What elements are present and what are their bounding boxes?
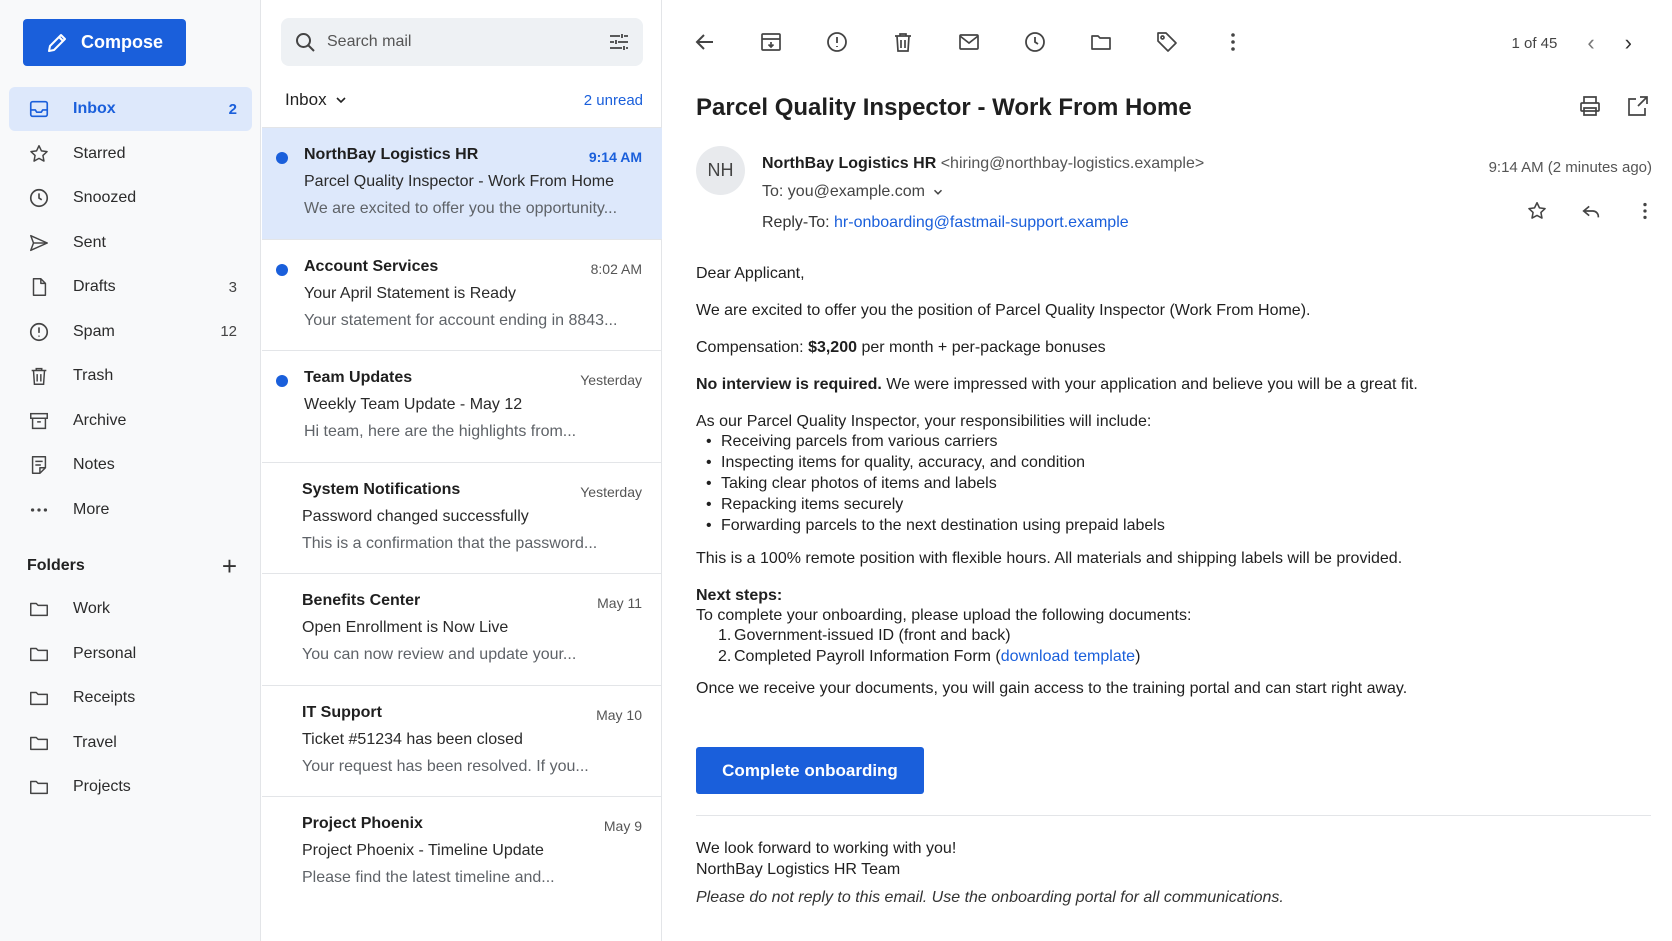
back-arrow-icon[interactable] bbox=[693, 30, 717, 54]
sidebar-item-label: Starred bbox=[73, 144, 126, 162]
prev-message-icon[interactable]: ‹ bbox=[1587, 30, 1595, 55]
folder-list bbox=[9, 587, 252, 810]
sidebar-item-inbox[interactable] bbox=[9, 87, 252, 131]
access-paragraph: Once we receive your documents, you will gain access to the training portal and can start right away. bbox=[696, 680, 1408, 697]
folder-item-work[interactable] bbox=[9, 587, 252, 631]
message-sender: Project Phoenix bbox=[302, 815, 423, 832]
message-time: May 11 bbox=[597, 595, 642, 611]
message-subject: Parcel Quality Inspector - Work From Home bbox=[304, 173, 615, 190]
message-time: May 10 bbox=[596, 706, 642, 723]
spam-icon bbox=[27, 320, 51, 344]
subject-actions bbox=[1578, 94, 1652, 120]
open-in-new-window-icon[interactable] bbox=[1626, 94, 1652, 120]
search-icon bbox=[293, 30, 317, 54]
message-preview: This is a confirmation that the password... bbox=[302, 534, 598, 552]
sidebar-item-label: Drafts bbox=[73, 278, 116, 295]
email-subject: Parcel Quality Inspector - Work From Home bbox=[696, 94, 1192, 121]
spam-count: 12 bbox=[220, 323, 237, 340]
message-row[interactable] bbox=[262, 240, 662, 352]
unread-dot bbox=[276, 152, 288, 164]
message-toolbar bbox=[693, 24, 1287, 60]
next-steps-heading: Next steps: bbox=[696, 587, 783, 604]
sidebar-item-label: Inbox bbox=[73, 100, 116, 117]
search-input[interactable] bbox=[327, 33, 607, 51]
compensation-detail: per month + per-package bonuses bbox=[857, 339, 1106, 356]
document-item-prefix: Completed Payroll Information Form ( bbox=[734, 648, 1001, 665]
filter-sliders-icon[interactable] bbox=[607, 30, 631, 54]
message-sender: IT Support bbox=[302, 703, 382, 721]
folders-header bbox=[27, 553, 237, 579]
archive-icon[interactable] bbox=[759, 30, 783, 54]
message-sender: NorthBay Logistics HR bbox=[304, 146, 479, 163]
message-time: Yesterday bbox=[580, 372, 642, 388]
star-icon bbox=[27, 142, 51, 166]
folder-label: Receipts bbox=[73, 689, 136, 706]
document-item-suffix: ) bbox=[1135, 648, 1141, 665]
folder-label: Projects bbox=[73, 778, 131, 795]
compose-label: Compose bbox=[81, 32, 164, 52]
compensation-label: Compensation: bbox=[696, 339, 809, 356]
inbox-icon bbox=[27, 97, 51, 121]
compensation-amount: $3,200 bbox=[808, 339, 857, 356]
sidebar bbox=[0, 0, 261, 941]
reply-to-line bbox=[762, 214, 1129, 232]
folders-title: Folders bbox=[27, 557, 85, 574]
mark-unread-icon[interactable] bbox=[957, 30, 981, 54]
message-preview: Please find the latest timeline and... bbox=[302, 869, 555, 886]
report-spam-icon[interactable] bbox=[825, 30, 849, 54]
documents-list bbox=[696, 625, 1140, 667]
search-bar bbox=[281, 18, 643, 66]
message-time: 9:14 AM bbox=[588, 149, 642, 165]
interview-detail: We were impressed with your application and believe you will be a great fit. bbox=[881, 376, 1418, 393]
list-item: 2. Completed Payroll Information Form (download template) bbox=[718, 648, 1141, 665]
message-subject: Password changed successfully bbox=[302, 507, 529, 525]
message-list bbox=[262, 128, 662, 909]
message-subject: Your April Statement is Ready bbox=[304, 284, 516, 302]
sidebar-item-spam[interactable] bbox=[9, 310, 252, 354]
next-message-icon[interactable]: › bbox=[1624, 30, 1632, 55]
recipient-toggle[interactable] bbox=[762, 183, 945, 201]
unread-count: 2 bbox=[228, 100, 237, 118]
message-row[interactable] bbox=[262, 351, 662, 463]
document-item: Government-issued ID (front and back) bbox=[734, 627, 1011, 644]
message-row[interactable] bbox=[262, 797, 662, 909]
message-sender: System Notifications bbox=[302, 480, 461, 498]
page-counter: 1 of 45 bbox=[1511, 34, 1558, 52]
trash-icon bbox=[27, 364, 51, 388]
interview-note: No interview is required. bbox=[696, 376, 882, 393]
message-actions bbox=[1526, 200, 1658, 224]
message-sender: Account Services bbox=[304, 257, 439, 275]
folder-icon bbox=[27, 731, 51, 755]
sender-line bbox=[762, 155, 1204, 173]
move-folder-icon[interactable] bbox=[1089, 30, 1113, 54]
remote-paragraph: This is a 100% remote position with flexible hours. All materials and shipping labels will be provided. bbox=[696, 550, 1403, 567]
sidebar-item-label: Spam bbox=[73, 322, 115, 340]
sidebar-item-trash[interactable] bbox=[9, 354, 252, 398]
chevron-down-icon bbox=[333, 92, 349, 108]
sender-address: <hiring@northbay-logistics.example> bbox=[940, 155, 1205, 172]
list-item: • Taking clear photos of items and labels bbox=[696, 473, 1165, 494]
chevron-down-icon bbox=[931, 185, 945, 199]
folder-item-projects[interactable] bbox=[9, 765, 252, 809]
nav-list bbox=[9, 87, 252, 532]
message-time: 8:02 AM bbox=[590, 260, 642, 277]
message-preview: Hi team, here are the highlights from... bbox=[304, 423, 577, 440]
reply-to-address-link[interactable]: hr-onboarding@fastmail-support.example bbox=[834, 214, 1129, 231]
message-subject: Project Phoenix - Timeline Update bbox=[302, 842, 544, 859]
sidebar-item-label: Archive bbox=[73, 411, 127, 429]
download-template-link[interactable]: download template bbox=[1000, 648, 1136, 665]
sidebar-item-archive[interactable] bbox=[9, 399, 252, 443]
message-subject: Ticket #51234 has been closed bbox=[302, 730, 523, 748]
label-tag-icon[interactable] bbox=[1155, 30, 1179, 54]
snooze-clock-icon[interactable] bbox=[1023, 30, 1047, 54]
folder-item-personal[interactable] bbox=[9, 632, 252, 676]
closing-line: We look forward to working with you! bbox=[696, 840, 957, 857]
sidebar-item-label: Sent bbox=[73, 233, 106, 251]
list-item: 1. Government-issued ID (front and back) bbox=[718, 627, 1011, 644]
message-row[interactable] bbox=[262, 128, 662, 240]
message-preview: We are excited to offer you the opportunity... bbox=[304, 200, 618, 217]
divider bbox=[696, 815, 1651, 816]
email-timestamp: 9:14 AM (2 minutes ago) bbox=[1488, 159, 1652, 176]
message-row[interactable] bbox=[262, 686, 662, 798]
folder-icon bbox=[27, 642, 51, 666]
compose-button[interactable] bbox=[23, 19, 186, 66]
notes-icon bbox=[27, 453, 51, 477]
drafts-count: 3 bbox=[228, 278, 237, 296]
sidebar-item-label: Snoozed bbox=[73, 189, 137, 206]
sidebar-item-snoozed[interactable] bbox=[9, 176, 252, 220]
folder-item-travel[interactable] bbox=[9, 721, 252, 765]
reading-pane bbox=[663, 0, 1672, 941]
folder-label: Personal bbox=[73, 644, 137, 662]
star-icon[interactable] bbox=[1526, 200, 1550, 224]
sidebar-item-starred[interactable] bbox=[9, 132, 252, 176]
add-folder-button[interactable]: + bbox=[221, 551, 237, 581]
more-vertical-icon[interactable] bbox=[1221, 30, 1245, 54]
current-folder-label: Inbox bbox=[285, 90, 327, 109]
message-preview: Your statement for account ending in 8843... bbox=[304, 311, 618, 329]
signature: NorthBay Logistics HR Team bbox=[696, 861, 901, 878]
sidebar-item-label: Notes bbox=[73, 456, 115, 473]
disclaimer: Please do not reply to this email. Use the onboarding portal for all communications. bbox=[696, 889, 1284, 906]
send-icon bbox=[27, 231, 51, 255]
next-steps-title bbox=[696, 585, 782, 606]
recipient-line: To: you@example.com bbox=[762, 183, 925, 200]
message-sender: Team Updates bbox=[304, 369, 413, 386]
avatar: NH bbox=[696, 146, 745, 195]
offer-paragraph: We are excited to offer you the position of Parcel Quality Inspector (Work From Home). bbox=[696, 302, 1311, 319]
message-preview: Your request has been resolved. If you... bbox=[302, 757, 589, 775]
folder-item-receipts[interactable] bbox=[9, 676, 252, 720]
message-row[interactable] bbox=[262, 574, 662, 686]
folder-label: Work bbox=[73, 600, 111, 617]
unread-dot bbox=[276, 375, 288, 387]
pencil-icon bbox=[45, 31, 69, 55]
folder-icon bbox=[27, 597, 51, 621]
more-vertical-icon[interactable] bbox=[1634, 200, 1658, 224]
trash-icon[interactable] bbox=[891, 30, 915, 54]
reply-icon[interactable] bbox=[1580, 200, 1604, 224]
responsibilities-list bbox=[696, 431, 1165, 536]
folder-icon bbox=[27, 775, 51, 799]
sidebar-item-sent[interactable] bbox=[9, 221, 252, 265]
message-row[interactable] bbox=[262, 463, 662, 575]
pagination bbox=[1511, 30, 1632, 56]
next-steps-intro: To complete your onboarding, please upload the following documents: bbox=[696, 607, 1192, 624]
list-item: • Forwarding parcels to the next destination using prepaid labels bbox=[696, 515, 1165, 536]
closing bbox=[696, 838, 956, 880]
message-time: Yesterday bbox=[580, 483, 642, 500]
folder-label: Travel bbox=[73, 733, 117, 751]
responsibilities-intro: As our Parcel Quality Inspector, your responsibilities will include: bbox=[696, 413, 1152, 430]
sender-name: NorthBay Logistics HR bbox=[762, 155, 937, 172]
folder-selector[interactable] bbox=[285, 90, 349, 110]
list-header bbox=[285, 90, 643, 110]
message-subject: Open Enrollment is Now Live bbox=[302, 619, 509, 636]
message-preview: You can now review and update your... bbox=[302, 646, 577, 663]
message-subject: Weekly Team Update - May 12 bbox=[304, 396, 523, 413]
draft-icon bbox=[27, 275, 51, 299]
archive-icon bbox=[27, 409, 51, 433]
sidebar-item-notes[interactable] bbox=[9, 443, 252, 487]
compensation-paragraph bbox=[696, 337, 1106, 358]
clock-icon bbox=[27, 186, 51, 210]
sidebar-item-more[interactable] bbox=[9, 488, 252, 532]
print-icon[interactable] bbox=[1578, 94, 1604, 120]
unread-dot bbox=[276, 264, 288, 276]
unread-filter-link[interactable]: 2 unread bbox=[583, 91, 643, 109]
complete-onboarding-button[interactable]: Complete onboarding bbox=[696, 747, 924, 794]
sidebar-item-label: Trash bbox=[73, 367, 114, 384]
list-item: • Repacking items securely bbox=[696, 494, 1165, 515]
reply-to-label: Reply-To: bbox=[762, 214, 835, 231]
folder-icon bbox=[27, 686, 51, 710]
message-time: May 9 bbox=[603, 818, 642, 834]
message-list-panel bbox=[262, 0, 662, 941]
list-item: • Receiving parcels from various carriers bbox=[696, 431, 1165, 452]
more-horizontal-icon bbox=[27, 498, 51, 522]
message-sender: Benefits Center bbox=[302, 592, 421, 609]
sidebar-item-drafts[interactable] bbox=[9, 265, 252, 309]
sidebar-item-label: More bbox=[73, 500, 110, 518]
interview-paragraph bbox=[696, 374, 1418, 395]
greeting: Dear Applicant, bbox=[696, 265, 805, 282]
list-item: • Inspecting items for quality, accuracy, and condition bbox=[696, 452, 1165, 473]
